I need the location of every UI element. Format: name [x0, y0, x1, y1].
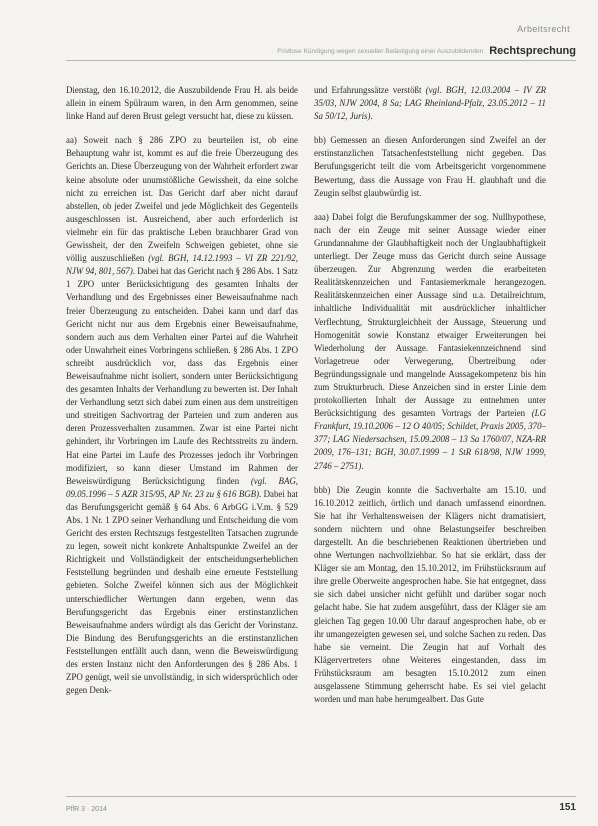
paragraph: Dienstag, den 16.10.2012, die Auszubildende Frau H. als beide allein in einem Spülraum waren, in den Arm genommen, seine linke Hand auf deren Brust gelegt versucht hat, diese zu küssen.	[66, 85, 298, 122]
page-number: 151	[559, 802, 576, 813]
paragraph	[314, 211, 546, 473]
citation: (vgl. BGH, 12.03.2004 – IV ZR 35/03, NJW 2004, 8 Sa; LAG Rheinland-Pfalz, 23.05.2012 – 11 Sa 50/12, Juris)	[314, 85, 546, 122]
left-column	[66, 84, 298, 697]
section-tag: Arbeitsrecht	[517, 24, 570, 34]
page-footer	[66, 796, 576, 813]
paragraph-text: aaa) Dabei folgt die Berufungskammer der sog. Nullhypothese, nach der ein Zeuge mit seiner Aussage wieder einer Grundannahme der Glaubhaftigkeit noch der Unglaubhaftigkeit unterliegt. Der Zeuge muss das Gericht durch seine Aussage überzeugen. Zur Abgrenzung werden die erarbeiteten Realitätskennzeichen und Fantasiemerkmale herangezogen. Realitätskennzeichen einer Aussage sind u.a. Detailreichtum, inhaltliche Individualität mit ausdrücklicher inhaltlicher Verflechtung, Strukturgleichheit der Aussage, Steuerung und Homogenität sowie Konstanz etwaiger Erweiterungen bei Wiederholung der Aussage. Fantasiekennzeichnend sind Vorlagetreue oder Verwegerung, Übertreibung oder Begründungssignale und mangelnde Aussagekompetenz bis hin zum Strukturbruch. Diese Anzeichen sind in erster Linie dem protokollierten Inhalt der Aussage zu entnehmen unter Berücksichtigung des gesamten Vortrags der Parteien	[314, 211, 546, 419]
paragraph-text: . Dabei hat das Gericht nach § 286 Abs. 1 Satz 1 ZPO unter Berücksichtigung des gesamten Inhalts der Verhandlung und des Ergebnisses einer Beweisaufnahme nach freier Überzeugung zu entscheiden. Dabei kann und darf das Gericht nicht nur aus dem Ergebnis einer Beweisaufnahme, sondern auch aus dem Verhalten einer Partei auf die Wahrheit oder Unwahrheit eines Vorbringens schließen. § 286 Abs. 1 ZPO schreibt ausdrücklich vor, dass das Ergebnis einer Beweisaufnahme nicht isoliert, sondern unter Berücksichtigung des gesamten Inhalts der Verhandlung zu bewerten ist. Der Inhalt der Verhandlung setzt sich dabei zum einen aus dem unstreitigen und streitigen Sachvortrag der Parteien und zum anderen aus deren Prozessverhalten zusammen. Zwar ist eine Partei nicht gehindert, ihr Vorbringen im Laufe des Rechtsstreits zu ändern. Hat eine Partei im Laufe des Prozesses jedoch ihr Vorbringen modifiziert, so kann dieser Umstand im Rahmen der Beweiswürdigung Berücksichtigung finden	[66, 266, 298, 486]
paragraph-text: .	[370, 111, 373, 122]
paragraph	[314, 84, 546, 123]
right-column	[314, 84, 546, 706]
paragraph	[66, 134, 298, 697]
paragraph-text: .	[361, 460, 364, 471]
running-header	[66, 42, 576, 61]
journal-reference: PflR 3 · 2014	[66, 806, 107, 813]
header-subtitle: Fristlose Kündigung wegen sexueller Belästigung einer Auszubildenden	[277, 47, 484, 55]
header-section-title: Rechtsprechung	[489, 45, 576, 57]
paragraph-text: und Erfahrungssätze verstößt	[314, 85, 426, 95]
citation: (vgl. BAG, 09.05.1996 – 5 AZR 315/95, AP Nr. 23 zu § 616 BGB)	[66, 475, 298, 499]
paragraph-text: aa) Soweit nach § 286 ZPO zu beurteilen ist, ob eine Behauptung wahr ist, kommt es auf die freie Überzeugung des Gerichts an. Diese Überzeugung von der Wahrheit erfordert zwar keine absolute oder unumstößliche Gewissheit, da eine solche nicht zu erreichen ist. Das Gericht darf aber nicht darauf abstellen, ob jeder Zweifel und jede Möglichkeit des Gegenteils ausgeschlossen ist. Ausreichend, aber auch erforderlich ist vielmehr ein für das praktische Leben brauchbarer Grad von Gewissheit, der den Zweifeln Schweigen gebietet, ohne sie völlig auszuschließen	[66, 135, 298, 264]
citation: (LG Frankfurt, 19.10.2006 – 12 O 40/05; Schildet, Praxis 2005, 370–377; LAG Niedersachsen, 15.09.2008 – 13 Sa 1760/07, NZA-RR 2009, 176–131; BGH, 30.07.1999 – 1 StR 618/98, NJW 1999, 2746 – 2751)	[314, 408, 546, 471]
paragraph: bb) Gemessen an diesen Anforderungen sind Zweifel an der erstinstanzlichen Tatsachenfeststellung nicht gegeben. Das Berufungsgericht teilt die vom Arbeitsgericht vorgenommene Bewertung, dass die Aussage von Frau H. glaubhaft und die Zeugin selbst glaubwürdig ist.	[314, 135, 546, 198]
citation: (vgl. BGH, 14.12.1993 – VI ZR 221/92, NJW 94, 801, 567)	[66, 253, 298, 277]
paragraph: bbb) Die Zeugin konnte die Sachverhalte am 15.10. und 16.10.2012 zeitlich, örtlich und danach umfassend einordnen. Sie hat ihr Verhaltensweisen der Klägers nicht dramatisiert, sondern nüchtern und ohne Belastungseifer beschreiben dargestellt. An die beschriebenen Reaktionen übertrieben und ohne Wertungen nachvollziehbar. So hat sie erklärt, dass der Kläger sie am Montag, den 15.10.2012, im Frühstücksraum auf ihre grelle Oberweite angesprochen habe. Sie hat entgegnet, dass sie sich dabei unsicher nicht gefühlt und darüber sogar noch gelacht habe. Sie hat zudem ausgeführt, dass der Kläger sie am gleichen Tag gegen 10.00 Uhr darauf angesprochen habe, ob er ihr umangezeigten gewesen sei, und solche Sachen zu reden. Das habe sie verneint. Die Zeugin hat auf Vorhalt des Klägervertreters ohne Weiteres eingestanden, dass im Frühstücksraum am besagten 15.10.2012 zum einen ausgelassene Stimmung geherrscht habe. Es sei viel gelacht worden und man habe herumgealbert. Das Gute	[314, 484, 546, 705]
paragraph-text: . Dabei hat das Berufungsgericht gemäß § 64 Abs. 6 ArbGG i.V.m. § 529 Abs. 1 Nr. 1 ZPO seiner Verhandlung und Entscheidung die vom Gericht des ersten Rechtszugs festgestellten Tatsachen zugrunde zu legen, soweit nicht konkrete Anhaltspunkte Zweifel an der Richtigkeit und Vollständigkeit der entscheidungserheblichen Feststellung begründen und deshalb eine erneute Feststellung gebieten. Solche Zweifel können sich aus der Möglichkeit unterschiedlicher Wertungen dann ergeben, wenn das Berufungsgericht das Ergebnis einer erstinstanzlichen Beweisaufnahme anders würdigt als das Gericht der Vorinstanz. Die Bindung des Berufungsgerichts an die erstinstanzlichen Feststellungen entfällt auch dann, wenn die Beweiswürdigung des ersten Instanz nicht den Anforderungen des § 286 Abs. 1 ZPO genügt, weil sie unvollständig, in sich widersprüchlich oder gegen Denk-	[66, 488, 298, 696]
